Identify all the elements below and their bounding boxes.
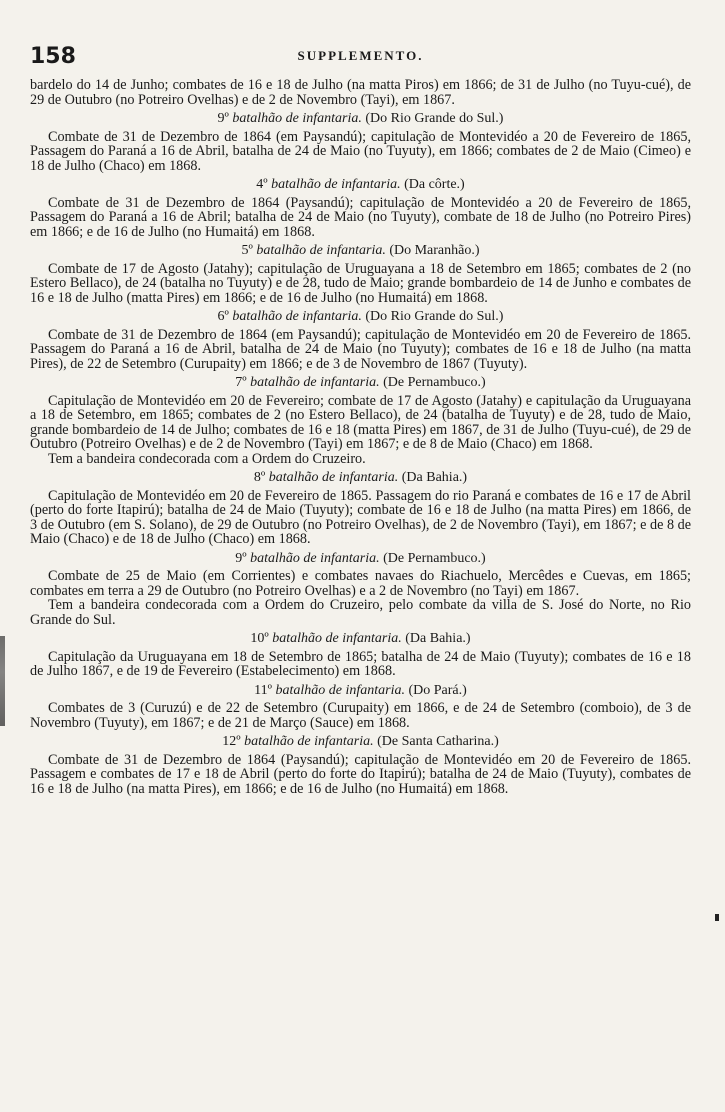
battalion-service-record: Combate de 31 de Dezembro de 1864 (em Paysandú); capitulação de Montevidéo em 20 de Fevereiro de 1865. Passagem do Paraná a 16 de Abril, batalha de 24 de Maio (no Tuyuty); combates de 16 e 18 de Julho (na matta Pires), de 22 de Setembro (Curupaity) em 1866; e de 3 de Novembro de 1867 (Tuyuty).: [30, 326, 691, 372]
battalion-title: batalhão de infantaria.: [268, 470, 399, 485]
battalion-service-record: Capitulação de Montevidéo em 20 de Fevereiro de 1865. Passagem do rio Paraná e combates de 16 e 17 de Abril (perto do forte Itapirú); batalha de 24 de Maio (Tuyuty); combate de 16 e 18 de Julho (na matta Pires) em 1866, de 3 de Outubro (em S. Solano), de 29 de Outubro (no Potreiro Ovelhas), de 2 de Novembro (Tayi), em 1867; e de 8 de Maio (Chaco) e de 18 de Julho (Chaco) em 1868.: [30, 487, 691, 547]
battalion-entry: [30, 735, 691, 796]
battalion-number: 7º: [235, 375, 247, 390]
battalion-origin: (Do Pará.): [408, 682, 467, 698]
battalion-service-record: Combate de 25 de Maio (em Corrientes) e combates navaes do Riachuelo, Mercêdes e Cuevas, em 1865; combates em terra a 29 de Outubro (no Potreiro Ovelhas) e a 2 de Novembro (no Tayi) em 1867.: [30, 568, 691, 599]
battalion-note: Tem a bandeira condecorada com a Ordem do Cruzeiro, pelo combate da villa de S. José do Norte, no Rio Grande do Sul.: [30, 597, 691, 628]
battalion-origin: (De Pernambuco.): [383, 550, 486, 566]
battalion-title: batalhão de infantaria.: [232, 111, 362, 126]
battalion-origin: (Do Rio Grande do Sul.): [365, 111, 504, 126]
battalion-heading: [30, 244, 691, 259]
battalion-heading: [30, 178, 691, 193]
battalion-heading: [30, 552, 691, 567]
battalion-number: 9º: [217, 111, 229, 126]
battalion-origin: (Da Bahia.): [401, 470, 468, 485]
battalion-origin: (De Santa Catharina.): [377, 734, 499, 749]
page-header: [30, 44, 691, 74]
battalion-number: 11º: [254, 682, 272, 698]
battalion-number: 8º: [253, 470, 266, 485]
battalion-entry: [30, 552, 691, 628]
battalion-entry: [30, 310, 691, 371]
battalion-title: batalhão de infantaria.: [250, 375, 380, 390]
battalion-service-record: Combates de 3 (Curuzú) e de 22 de Setembro (Curupaity) em 1866, e de 24 de Setembro (comboio), de 3 de Novembro (Tuyuty), em 1867; e de 21 de Março (Sauce) em 1868.: [30, 700, 691, 731]
battalion-service-record: Capitulação de Montevidéo em 20 de Fevereiro; combate de 17 de Agosto (Jatahy) e capitulação da Uruguayana a 18 de Setembro, em 1865; combates de 2 (no Estero Bellaco), de 24 (batalha de Tuyuty) e de 28, tudo de Maio, grande bombardeio de 14 de Julho; combates de 16 e 18 (matta Pires) em 1867, de 31 de Julho (Tuyu-cué), de 29 de Outubro (Potreiro Ovelhas) e de 2 de Novembro (Tayi) em 1867; e de 8 de Maio (Chaco) em 1868.: [30, 392, 691, 452]
battalion-number: 5º: [241, 243, 253, 258]
battalion-heading: [30, 684, 691, 699]
battalion-title: batalhão de infantaria.: [250, 550, 380, 566]
battalion-entries: [30, 112, 691, 796]
battalion-origin: (De Pernambuco.): [383, 375, 486, 390]
document-body: [30, 78, 691, 796]
battalion-heading: [30, 310, 691, 325]
battalion-number: 9º: [235, 550, 247, 566]
battalion-entry: [30, 244, 691, 305]
battalion-entry: [30, 178, 691, 239]
battalion-number: 10º: [250, 631, 269, 646]
battalion-title: batalhão de infantaria.: [244, 734, 374, 749]
battalion-note: Tem a bandeira condecorada com a Ordem do Cruzeiro.: [48, 450, 366, 467]
battalion-origin: (Do Rio Grande do Sul.): [365, 309, 504, 324]
battalion-heading: [30, 112, 691, 127]
margin-ink-mark: [0, 636, 5, 726]
battalion-service-record: Capitulação da Uruguayana em 18 de Setembro de 1865; batalha de 24 de Maio (Tuyuty); combates de 16 e 18 de Julho 1867, e de 19 de Fevereiro (Estabelecimento) em 1868.: [30, 648, 691, 679]
battalion-entry: [30, 376, 691, 466]
opening-paragraph: bardelo do 14 de Junho; combates de 16 e 18 de Julho (na matta Piros) em 1866; de 31 de Julho (no Tuyu-cué), de 29 de Outubro (no Potreiro Ovelhas) e de 2 de Novembro (Tayi), em 1867.: [30, 77, 691, 108]
battalion-heading: [30, 376, 691, 391]
battalion-number: 4º: [256, 177, 268, 192]
battalion-service-record: Combate de 31 de Dezembro de 1864 (Paysandú); capitulação de Montevidéo em 20 de Fevereiro de 1865. Passagem e combates de 17 e 18 de Abril (perto do forte do Itapirú); batalha de 24 de Maio (Tuyuty), combates de 16 e 18 de Julho (na matta Pires), em 1866; e de 16 de Julho (no Humaitá) em 1868.: [30, 751, 691, 797]
running-title: SUPPLEMENTO.: [297, 48, 424, 63]
battalion-title: batalhão de infantaria.: [272, 631, 402, 646]
battalion-title: batalhão de infantaria.: [275, 682, 405, 698]
battalion-origin: (Da Bahia.): [405, 631, 471, 646]
battalion-entry: [30, 632, 691, 679]
battalion-entry: [30, 112, 691, 173]
battalion-number: 12º: [222, 734, 241, 749]
battalion-entry: [30, 471, 691, 547]
page-number: 158: [30, 44, 76, 69]
battalion-entry: [30, 684, 691, 731]
battalion-heading: [30, 632, 691, 647]
battalion-title: batalhão de infantaria.: [232, 309, 362, 324]
battalion-heading: [30, 735, 691, 750]
battalion-heading: [30, 471, 691, 486]
battalion-title: batalhão de infantaria.: [271, 177, 401, 192]
battalion-service-record: Combate de 31 de Dezembro de 1864 (Paysandú); capitulação de Montevidéo a 20 de Fevereiro de 1865, Passagem do Paraná a 16 de Abril; batalha de 24 de Maio (no Tuyuty), combate de 18 de Julho (no Potreiro Pires) em 1866; e de 16 de Julho (no Humaitá) em 1868.: [30, 194, 691, 240]
battalion-title: batalhão de infantaria.: [256, 243, 386, 258]
battalion-service-record: Combate de 31 de Dezembro de 1864 (em Paysandú); capitulação de Montevidéo a 20 de Fevereiro de 1865, Passagem do Paraná a 16 de Abril, batalha de 24 de Maio (no Tuyuty), em 1866; combates de 2 de Maio (Cimeo) e 18 de Julho (Chaco) em 1868.: [30, 128, 691, 174]
battalion-number: 6º: [217, 309, 229, 324]
battalion-origin: (Do Maranhão.): [389, 243, 480, 258]
battalion-origin: (Da côrte.): [404, 177, 465, 192]
margin-dot: [715, 914, 719, 921]
battalion-service-record: Combate de 17 de Agosto (Jatahy); capitulação de Uruguayana a 18 de Setembro em 1865; combates de 2 (no Estero Bellaco), de 24 (batalha no Tuyuty) e de 28, tudo de Maio; grande bombardeio de 14 de Junho e combates de 16 e 18 de Julho (matta Pires) em 1866; e de 16 de Julho (no Humaitá) em 1868.: [30, 260, 691, 306]
